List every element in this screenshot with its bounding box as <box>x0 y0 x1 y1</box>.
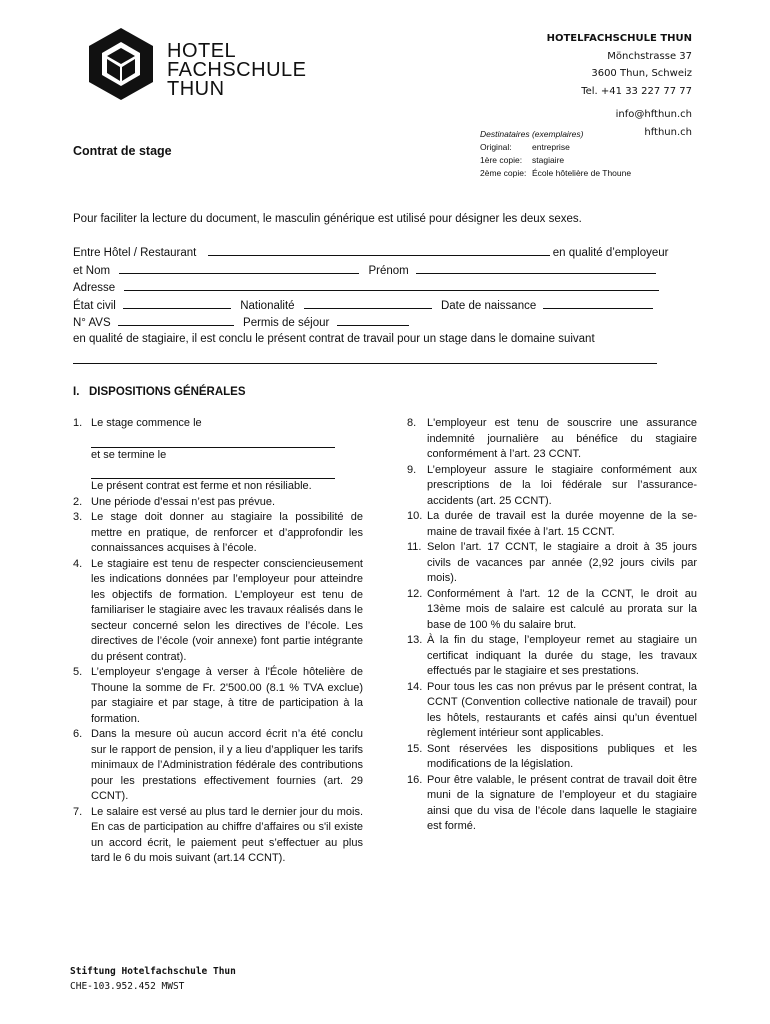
employer-label: Entre Hôtel / Restaurant <box>73 247 197 259</box>
item-number: 3. <box>73 511 83 523</box>
list-item <box>407 587 697 634</box>
item-number: 8. <box>407 417 417 429</box>
right-column <box>407 416 697 835</box>
item-number: 5. <box>73 666 83 678</box>
list-item <box>73 665 363 727</box>
item-text: Dans la mesure où aucun accord écrit n’a été conclu sur le rapport de pension, il y a lieu d’appliquer les tarifs minimaux de l’Administration fédérale des contributions pour les prestations effectivement fournies (art. 29 CCNT). <box>91 728 363 802</box>
item-number: 13. <box>407 634 423 646</box>
street: Mönchstrasse 37 <box>607 50 692 62</box>
document-title: Contrat de stage <box>73 144 172 158</box>
logo-wordmark <box>167 42 306 99</box>
city: 3600 Thun, Schweiz <box>591 68 692 79</box>
item-number: 6. <box>73 728 83 740</box>
recipient-row <box>480 154 631 167</box>
end-label: et se termine le <box>91 448 167 461</box>
logo-line: THUN <box>167 78 225 100</box>
list-item <box>73 805 363 867</box>
civil-status-label: État civil <box>73 299 116 312</box>
list-item <box>407 742 697 773</box>
org-name: HOTELFACHSCHULE THUN <box>546 33 692 44</box>
address-label: Adresse <box>73 282 116 295</box>
firstname-field[interactable] <box>416 262 656 274</box>
item-text: Pour tous les cas non prévus par le présent contrat, la CCNT (Convention collective nationale de travail) pour les hôtels, restaurants et cafés ainsi qu’un éventuel règlement intérieur sont applicables. <box>427 680 697 739</box>
item-number: 9. <box>407 463 417 476</box>
section-title: I. DISPOSITIONS GÉNÉRALES <box>73 386 246 398</box>
item-number: 10. <box>407 510 423 522</box>
name-field[interactable] <box>119 262 359 274</box>
page-footer <box>70 964 236 994</box>
phone: Tel. +41 33 227 77 77 <box>581 85 692 97</box>
recipient-row <box>480 167 631 180</box>
domain-field[interactable] <box>73 352 657 364</box>
nationality-label: Nationalité <box>240 299 295 312</box>
contract-form <box>73 244 703 369</box>
intro-text: Pour faciliter la lecture du document, le masculin générique est utilisé pour désigner les deux sexes. <box>73 213 582 225</box>
item-number: 12. <box>407 587 423 600</box>
recipient-key: Original: <box>480 142 512 152</box>
recipient-key: 2ème copie: <box>480 168 527 178</box>
recipient-value: entreprise <box>532 142 570 152</box>
list-item <box>407 680 697 742</box>
item-text: Le stagiaire est tenu de respecter consciencieusement les indications données par l’employeur pour atteindre les objectifs de formation. L’employeur est tenu de familiariser le stagiaire avec les travaux réalisés dans le secteur concerné selon les directives de l’école. Les directives de l’école (voir annexe) font partie intégrante du présent contrat). <box>91 557 363 663</box>
intern-clause: en qualité de stagiaire, il est conclu le présent contrat de travail pour un stage dans le domaine suivant <box>73 332 595 345</box>
birthdate-field[interactable] <box>543 297 653 309</box>
address-block <box>547 30 692 141</box>
list-item <box>407 633 697 680</box>
end-date-field[interactable] <box>91 463 335 479</box>
item-text: Pour être valable, le présent contrat de travail doit être muni de la signature de l’employeur et du stagiaire ainsi que du visa de l’école dans laquelle le stagiaire est formé. <box>427 773 697 832</box>
school-logo <box>83 26 159 102</box>
item-text: Une période d’essai n’est pas prévue. <box>91 495 276 508</box>
item-number: 2. <box>73 495 83 508</box>
item-number: 14. <box>407 680 423 693</box>
list-item <box>407 463 697 510</box>
start-date-field[interactable] <box>91 432 335 448</box>
recipient-value: École hôtelière de Thoune <box>532 168 632 178</box>
item-number: 15. <box>407 742 423 755</box>
avs-label: N° AVS <box>73 317 111 330</box>
foundation-name: Stiftung Hotelfachschule Thun <box>70 966 236 977</box>
item-text: L’employeur assure le stagiaire conformément aux prescriptions de la loi fédérale sur l’assurance-accidents (art. 25 CCNT). <box>427 463 697 507</box>
item-text: Le salaire est versé au plus tard le dernier jour du mois. En cas de participation au chiffre d’affaires ou s'il existe un accord écrit, le paiement peut s’effectuer au plus tard le 6 du mois suivant (art.14 CCNT). <box>91 805 363 864</box>
item-text: L'employeur est tenu de souscrire une assurance indemnité journalière au bénéfice du stagiaire conformément à l’art. 23 CCNT. <box>427 417 697 460</box>
birthdate-label: Date de naissance <box>440 299 537 312</box>
item-text: À la fin du stage, l’employeur remet au stagiaire un certificat indiquant la durée du stage, les travaux effectués par le stagiaire et ses prestations. <box>427 634 697 677</box>
logo-line: FACHSCHULE <box>167 59 307 81</box>
permit-field[interactable] <box>337 314 409 326</box>
employer-field[interactable] <box>208 244 550 256</box>
web-link[interactable]: hfthun.ch <box>644 126 692 138</box>
permit-label: Permis de séjour <box>243 317 330 330</box>
recipients-block <box>480 128 631 180</box>
list-item <box>407 773 697 835</box>
logo-line: HOTEL <box>167 40 237 62</box>
address-field[interactable] <box>124 279 659 291</box>
item-text: L’employeur s'engage à verser à l'École hôtelière de Thoune la somme de Fr. 2'500.00 (8.1 % TVA exclue) par stagiaire et par stage, à titre de participation à la formation. <box>91 666 363 725</box>
item-text: Sont réservées les dispositions publiques et les modifications de la législation. <box>427 742 697 770</box>
item-number: 4. <box>73 557 83 570</box>
recipient-row <box>480 141 631 154</box>
list-item <box>73 510 363 557</box>
non-terminable-note: Le présent contrat est ferme et non résiliable. <box>91 480 312 492</box>
item-text: Le stage doit donner au stagiaire la possibilité de mettre en pratique, de renforcer et d’approfondir les connaissances acquises à l’école. <box>91 511 363 554</box>
recipient-key: 1ère copie: <box>480 155 523 165</box>
cube-logo-icon <box>83 26 159 102</box>
nationality-field[interactable] <box>304 297 432 309</box>
item-number: 11. <box>407 541 422 553</box>
email-link[interactable]: info@hfthun.ch <box>615 109 692 120</box>
name-label: et Nom <box>73 264 111 277</box>
firstname-label: Prénom <box>368 264 409 277</box>
list-item <box>73 557 363 666</box>
recipients-heading: Destinataires (exemplaires) <box>480 129 584 139</box>
list-item <box>407 509 697 540</box>
item-text: La durée de travail est la durée moyenne de la semaine de travail fixée à l’art. 15 CCNT. <box>427 510 697 538</box>
item-text: Selon l’art. 17 CCNT, le stagiaire a droit à 35 jours civils de vacances par année (2,92 jours civils par mois). <box>427 541 697 584</box>
civil-status-field[interactable] <box>123 297 231 309</box>
list-item <box>73 495 363 511</box>
item-text: Conformément à l'art. 12 de la CCNT, le droit au 13ème mois de salaire est calculé au prorata sur la base de 100 % du salaire brut. <box>427 587 697 631</box>
start-label: Le stage commence le <box>91 417 202 429</box>
avs-field[interactable] <box>118 314 234 326</box>
list-item <box>73 416 363 495</box>
employer-role-label: en qualité d’employeur <box>552 247 669 259</box>
list-item <box>407 416 697 463</box>
left-column <box>73 416 363 867</box>
list-item <box>407 540 697 587</box>
item-number: 7. <box>73 805 83 818</box>
recipient-value: stagiaire <box>532 155 565 165</box>
vat-number: CHE-103.952.452 MWST <box>70 981 185 992</box>
item-number: 1. <box>73 417 83 429</box>
item-number: 16. <box>407 773 423 786</box>
list-item <box>73 727 363 805</box>
